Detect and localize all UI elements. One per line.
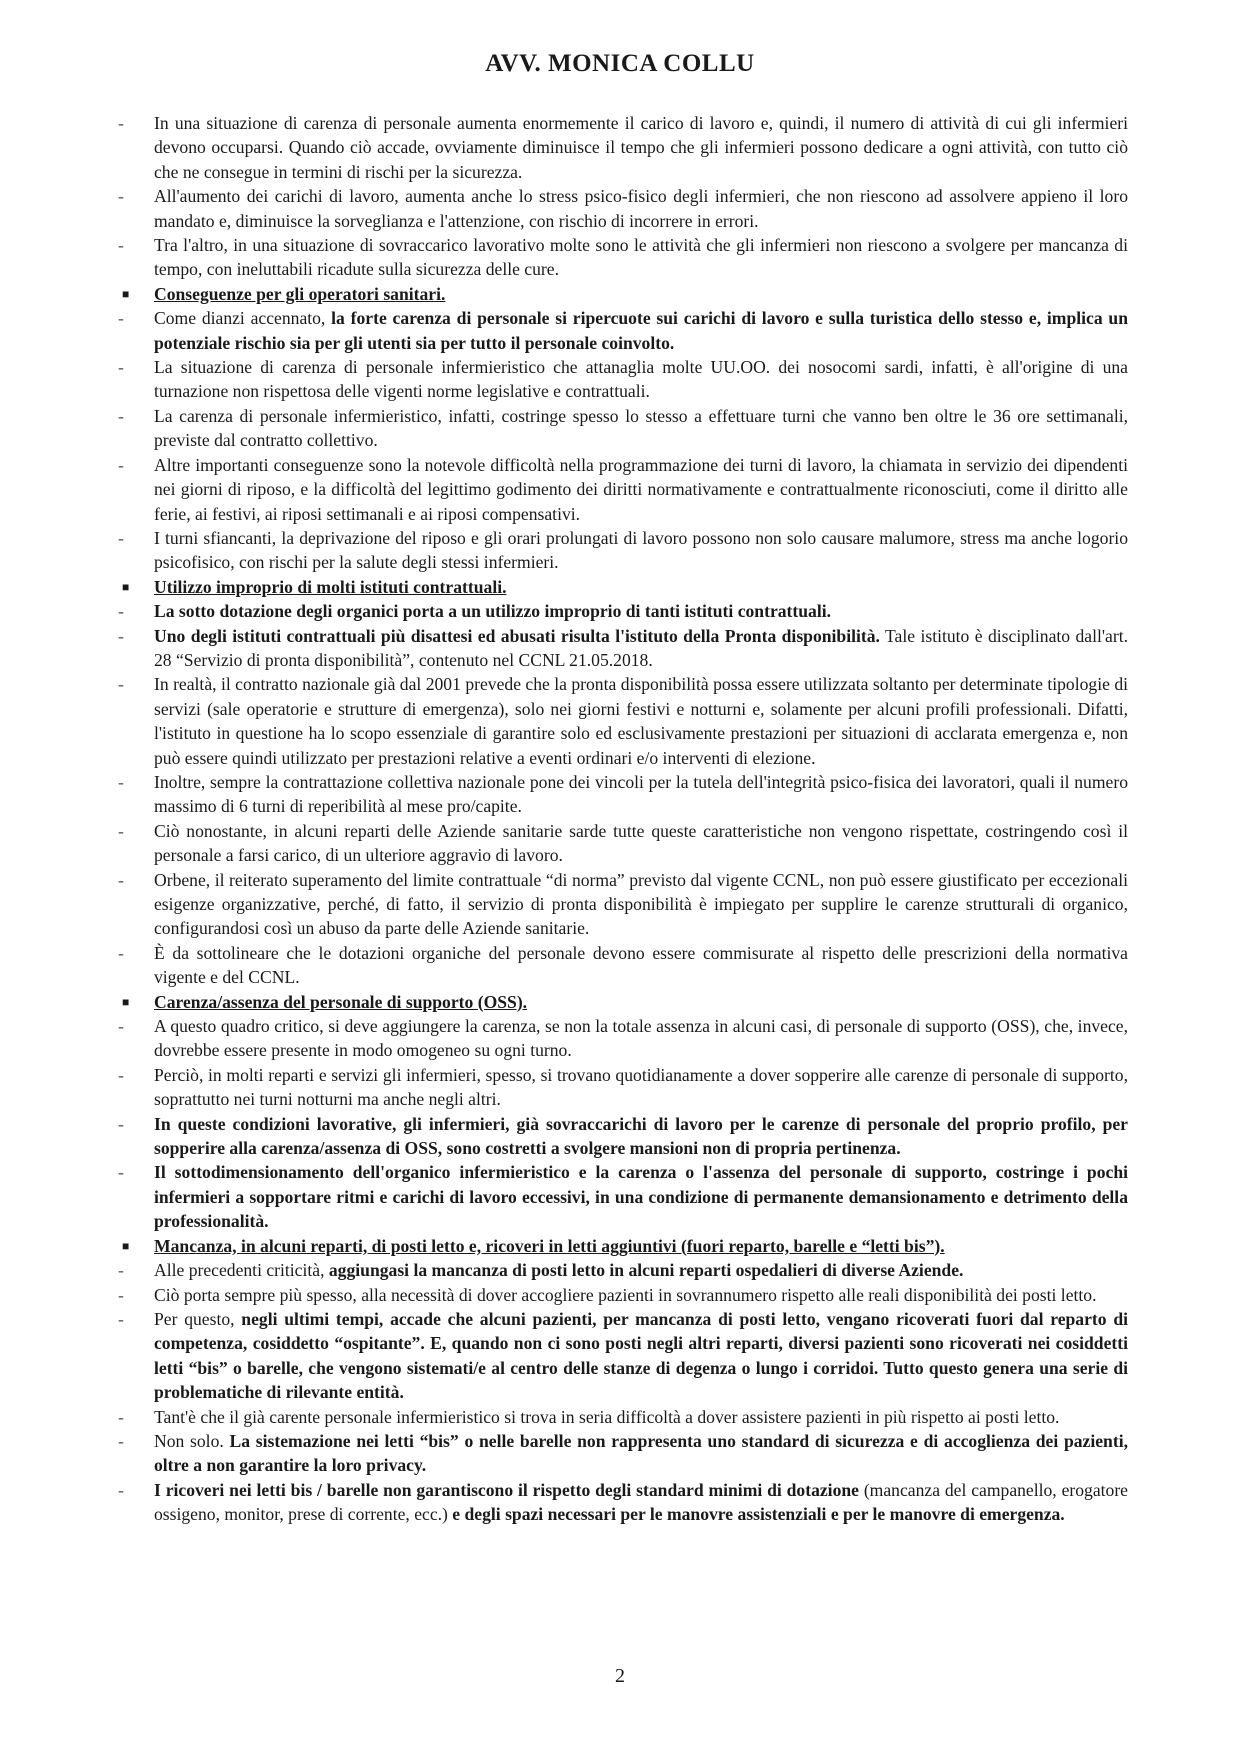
list-item (118, 1307, 1128, 1405)
text-run: Tra l'altro, in una situazione di sovraccarico lavorativo molte sono le attività che gli infermieri non riescono a svolgere per mancanza di tempo, con ineluttabili ricadute sulla sicurezza delle cure. (154, 235, 1128, 280)
text-run: (mancanza del campanello, erogatore ossigeno, monitor, prese di corrente, ecc.) (154, 1479, 1128, 1525)
paragraph-text (154, 1236, 945, 1256)
section-heading (118, 575, 1128, 599)
paragraph-text (154, 186, 1128, 230)
list-item (118, 1429, 1128, 1478)
dash-bullet: - (118, 869, 124, 890)
list-item (118, 672, 1128, 770)
list-item (118, 453, 1128, 526)
paragraph-text (154, 357, 1128, 401)
dash-bullet: - (118, 1162, 124, 1183)
text-run: Altre importanti conseguenze sono la notevole difficoltà nella programmazione dei turni di lavoro, la chiamata in servizio dei dipendenti nei giorni di riposo, e la difficoltà del legittimo godimento dei diritti normativamente e contrattualmente riconosciuti, come il diritto alle ferie, ai festivi, ai riposi settimanali e ai riposi compensativi. (154, 454, 1128, 524)
list-item (118, 868, 1128, 941)
text-run: Per questo, (154, 1308, 242, 1329)
list-item (118, 1014, 1128, 1063)
paragraph-text (154, 772, 1128, 816)
bold-text: Uno degli istituti contrattuali più disattesi ed abusati risulta l'istituto della Pronta disponibilità. (154, 625, 880, 646)
bold-text: negli ultimi tempi, accade che alcuni pazienti, per mancanza di posti letto, vengano ricoverati fuori dal reparto di competenza, cosiddetto “ospitante”. E, quando non ci sono posti negli altri reparti, diversi pazienti sono ricoverati nei cosiddetti letti “bis” o barelle, che vengono sistemati/e al centro delle stanze di degenza o lungo i corridoi. Tutto questo genera una serie di problematiche di rilevante entità. (154, 1308, 1128, 1403)
heading-text: Utilizzo improprio di molti istituti contrattuali. (154, 576, 507, 597)
dash-bullet: - (118, 357, 124, 378)
paragraph-text (154, 1480, 1128, 1524)
dash-bullet: - (118, 1479, 124, 1500)
text-run: Come dianzi accennato, (154, 308, 332, 329)
bold-text: aggiungasi la mancanza di posti letto in alcuni reparti ospedalieri di diverse Aziende. (328, 1260, 964, 1281)
square-bullet-icon: ■ (122, 286, 130, 301)
list-item (118, 111, 1128, 184)
text-run: All'aumento dei carichi di lavoro, aumenta anche lo stress psico-fisico degli infermieri, che non riescono ad assolvere appieno il loro mandato e, diminuisce la sorveglianza e l'attenzione, con rischio di incorrere in errori. (154, 186, 1128, 231)
square-bullet-icon: ■ (122, 1238, 130, 1253)
document-body (118, 111, 1128, 1527)
text-run: Ciò nonostante, in alcuni reparti delle Aziende sanitarie sarde tutte queste caratteristiche non vengono rispettate, costringendo così il personale a farsi carico, di un ulteriore aggravio di lavoro. (154, 820, 1128, 866)
paragraph-text (154, 943, 1128, 987)
dash-bullet: - (118, 1113, 124, 1134)
paragraph-text (154, 1065, 1128, 1109)
paragraph-text (154, 308, 1128, 352)
bold-text: e degli spazi necessari per le manovre assistenziali e per le manovre di emergenza. (452, 1504, 1065, 1525)
bold-text: La sistemazione nei letti “bis” o nelle barelle non rappresenta uno standard di sicurezza e di accoglienza dei pazienti, oltre a non garantire la loro privacy. (154, 1430, 1128, 1476)
text-run: I turni sfiancanti, la deprivazione del riposo e gli orari prolungati di lavoro possono non solo causare malumore, stress ma anche logorio psicofisico, con rischi per la salute degli stessi infermieri. (154, 527, 1128, 573)
list-item (118, 1478, 1128, 1527)
paragraph-text (154, 1162, 1128, 1231)
text-run: Tale istituto è disciplinato dall'art. 28 “Servizio di pronta disponibilità”, contenuto nel CCNL 21.05.2018. (154, 625, 1128, 670)
dash-bullet: - (118, 1064, 124, 1085)
list-item (118, 233, 1128, 282)
text-run: Perciò, in molti reparti e servizi gli infermieri, spesso, si trovano quotidianamente a dover sopperire alle carenze di personale di supporto, soprattutto nei turni notturni ma anche negli altri. (154, 1064, 1128, 1110)
dash-bullet: - (118, 820, 124, 841)
bold-text: I ricoveri nei letti bis / barelle non garantiscono il rispetto degli standard minimi di dotazione (154, 1479, 859, 1500)
list-item (118, 819, 1128, 868)
paragraph-text (154, 992, 527, 1012)
list-item (118, 770, 1128, 819)
text-run: Non solo. (154, 1430, 230, 1451)
section-heading (118, 282, 1128, 306)
bold-text: Il sottodimensionamento dell'organico infermieristico e la carenza o l'assenza del personale di supporto, costringe i pochi infermieri a sopportare ritmi e carichi di lavoro eccessivi, in una condizione di permanente demansionamento e detrimento della professionalità. (154, 1162, 1128, 1232)
heading-text: Mancanza, in alcuni reparti, di posti letto e, ricoveri in letti aggiuntivi (fuori reparto, barelle e “letti bis”). (154, 1235, 945, 1256)
dash-bullet: - (118, 1308, 124, 1329)
text-run: In realtà, il contratto nazionale già dal 2001 prevede che la pronta disponibilità possa essere utilizzata soltanto per determinate tipologie di servizi (sale operatorie e strutture di emergenza), solo nei giorni festivi e notturni e, solamente per alcuni profili professionali. Difatti, l'istituto in questione ha lo scopo essenziale di garantire solo ed esclusivamente prestazioni per situazioni di acclarata emergenza e, non può essere quindi utilizzato per prestazioni relative a eventi ordinari e/o interventi di elezione. (154, 674, 1128, 768)
dash-bullet: - (118, 405, 124, 426)
paragraph-text (154, 284, 445, 304)
paragraph-text (154, 1114, 1128, 1158)
list-item (118, 526, 1128, 575)
paragraph-text (154, 1016, 1128, 1060)
dash-bullet: - (118, 625, 124, 646)
dash-bullet: - (118, 186, 124, 207)
letterhead-title: AVV. MONICA COLLU (485, 50, 755, 77)
text-run: Alle precedenti criticità, (154, 1260, 329, 1281)
paragraph-text (154, 821, 1128, 865)
list-item (118, 1405, 1128, 1429)
paragraph-text (154, 1285, 1096, 1305)
section-heading (118, 990, 1128, 1014)
paragraph-text (154, 1407, 1059, 1427)
dash-bullet: - (118, 674, 124, 695)
text-run: Orbene, il reiterato superamento del limite contrattuale “di norma” previsto dal vigente CCNL, non può essere giustificato per eccezionali esigenze organizzative, perché, di fatto, il servizio di pronta disponibilità è impiegato per supplire le carenze strutturali di organico, configurandosi così un abuso da parte delle Aziende sanitarie. (154, 869, 1128, 939)
dash-bullet: - (118, 1430, 124, 1451)
list-item (118, 306, 1128, 355)
text-run: La situazione di carenza di personale infermieristico che attanaglia molte UU.OO. dei nosocomi sardi, infatti, è all'origine di una turnazione non rispettosa delle vigenti norme legislative e contrattuali. (154, 357, 1128, 402)
paragraph-text (154, 601, 831, 621)
dash-bullet: - (118, 235, 124, 256)
square-bullet-icon: ■ (122, 579, 130, 594)
list-item (118, 355, 1128, 404)
text-run: La carenza di personale infermieristico, infatti, costringe spesso lo stesso a effettuare turni che vanno ben oltre le 36 ore settimanali, previste dal contratto collettivo. (154, 405, 1128, 451)
paragraph-text (154, 235, 1128, 279)
paragraph-text (154, 1260, 963, 1280)
dash-bullet: - (118, 308, 124, 329)
list-item (118, 624, 1128, 673)
dash-bullet: - (118, 454, 124, 475)
text-run: È da sottolineare che le dotazioni organiche del personale devono essere commisurate al rispetto delle prescrizioni della normativa vigente e del CCNL. (154, 942, 1128, 988)
paragraph-text (154, 528, 1128, 572)
list-item (118, 1112, 1128, 1161)
list-item (118, 404, 1128, 453)
list-item (118, 599, 1128, 623)
text-run: In una situazione di carenza di personale aumenta enormemente il carico di lavoro e, quindi, il numero di attività di cui gli infermieri devono occuparsi. Quando ciò accade, ovviamente diminuisce il tempo che gli infermieri possono dedicare a ogni attività, con tutto ciò che ne consegue in termini di rischi per la sicurezza. (154, 113, 1128, 182)
list-item (118, 1063, 1128, 1112)
paragraph-text (154, 626, 1128, 670)
list-item (118, 1258, 1128, 1282)
page-number: 2 (615, 1665, 625, 1687)
dash-bullet: - (118, 942, 124, 963)
dash-bullet: - (118, 601, 124, 622)
square-bullet-icon: ■ (122, 994, 130, 1009)
dash-bullet: - (118, 113, 124, 133)
list-item (118, 1283, 1128, 1307)
paragraph-text (154, 870, 1128, 939)
list-item (118, 1160, 1128, 1233)
paragraph-text (154, 1431, 1128, 1475)
paragraph-text (154, 113, 1128, 182)
dash-bullet: - (118, 1406, 124, 1427)
paragraph-text (154, 577, 507, 597)
bold-text: la forte carenza di personale si ripercuote sui carichi di lavoro e sulla turistica dello stesso e, implica un potenziale rischio sia per gli utenti sia per tutto il personale coinvolto. (154, 308, 1128, 353)
paragraph-text (154, 1309, 1128, 1402)
dash-bullet: - (118, 527, 124, 548)
paragraph-text (154, 674, 1128, 767)
text-run: Ciò porta sempre più spesso, alla necessità di dover accogliere pazienti in sovrannumero rispetto alle reali disponibilità dei posti letto. (154, 1284, 1097, 1305)
text-run: Inoltre, sempre la contrattazione collettiva nazionale pone dei vincoli per la tutela dell'integrità psico-fisica dei lavoratori, quali il numero massimo di 6 turni di reperibilità al mese pro/capite. (154, 771, 1128, 817)
list-item (118, 941, 1128, 990)
section-heading (118, 1234, 1128, 1258)
text-run: Tant'è che il già carente personale infermieristico si trova in seria difficoltà a dover assistere pazienti in più rispetto ai posti letto. (154, 1406, 1060, 1427)
dash-bullet: - (118, 1016, 124, 1037)
bold-text: In queste condizioni lavorative, gli infermieri, già sovraccarichi di lavoro per le carenze di personale del proprio profilo, per sopperire alla carenza/assenza di OSS, sono costretti a svolgere mansioni non di propria pertinenza. (154, 1113, 1128, 1159)
paragraph-text (154, 406, 1128, 450)
bold-text: La sotto dotazione degli organici porta a un utilizzo improprio di tanti istituti contrattuali. (154, 601, 832, 622)
dash-bullet: - (118, 1260, 124, 1281)
dash-bullet: - (118, 771, 124, 792)
dash-bullet: - (118, 1284, 124, 1305)
list-item (118, 184, 1128, 233)
heading-text: Conseguenze per gli operatori sanitari. (154, 283, 446, 304)
text-run: A questo quadro critico, si deve aggiungere la carenza, se non la totale assenza in alcuni casi, di personale di supporto (OSS), che, invece, dovrebbe essere presente in modo omogeneo su ogni turno. (154, 1016, 1128, 1061)
heading-text: Carenza/assenza del personale di supporto (OSS). (154, 991, 528, 1012)
paragraph-text (154, 455, 1128, 524)
